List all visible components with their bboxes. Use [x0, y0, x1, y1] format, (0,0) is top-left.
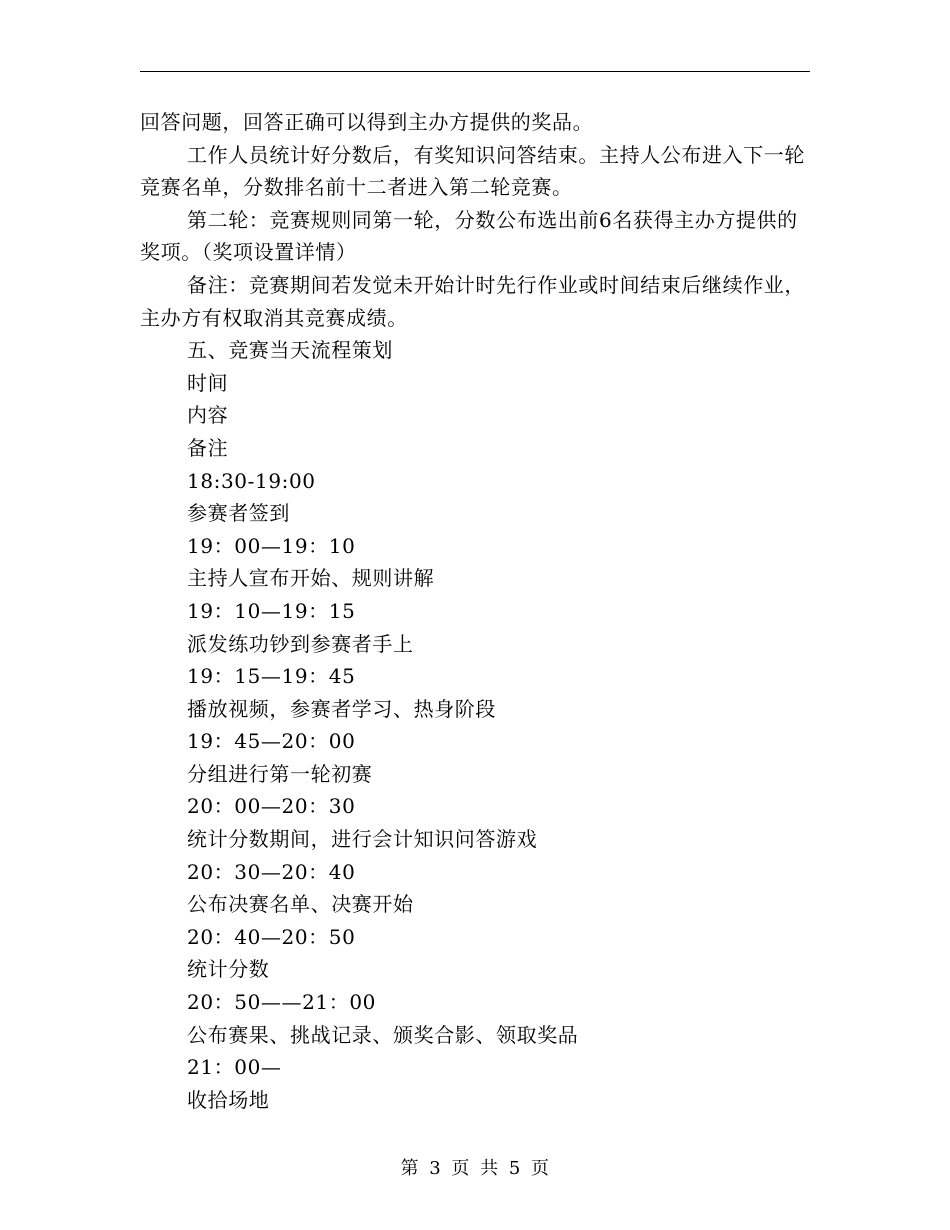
schedule-content: 公布决赛名单、决赛开始 — [187, 892, 414, 917]
schedule-content: 分组进行第一轮初赛 — [187, 761, 373, 786]
paragraph-prize-answer: 回答问题，回答正确可以得到主办方提供的奖品。 — [140, 110, 594, 134]
schedule-time: 19：15—19：45 — [187, 664, 356, 689]
section-heading: 五、竞赛当天流程策划 — [187, 338, 393, 363]
paragraph-remarks: 备注：竞赛期间若发觉未开始计时先行作业或时间结束后继续作业，主办方有权取消其竞赛成绩。 — [140, 272, 805, 330]
header-time: 时间 — [187, 370, 229, 395]
schedule-time: 20：30—20：40 — [187, 859, 356, 884]
schedule-time: 20：40—20：50 — [187, 924, 356, 949]
header-remarks: 备注 — [187, 435, 229, 460]
schedule-time: 20：50——21：00 — [187, 990, 376, 1015]
schedule-time: 19：00—19：10 — [187, 533, 356, 558]
schedule-content: 播放视频，参赛者学习、热身阶段 — [187, 696, 496, 721]
schedule-content: 参赛者签到 — [187, 501, 290, 526]
schedule-content: 统计分数 — [187, 957, 270, 982]
paragraph-quiz-end: 工作人员统计好分数后，有奖知识问答结束。主持人公布进入下一轮竞赛名单，分数排名前十二者进入第二轮竞赛。 — [140, 142, 805, 200]
schedule-content: 统计分数期间，进行会计知识问答游戏 — [187, 827, 538, 852]
page-number-footer: 第 3 页 共 5 页 — [400, 1158, 550, 1179]
schedule-time: 18:30-19:00 — [187, 468, 316, 493]
header-content: 内容 — [187, 403, 229, 428]
schedule-content: 收拾场地 — [187, 1087, 270, 1112]
schedule-content: 派发练功钞到参赛者手上 — [187, 631, 414, 656]
schedule-content: 公布赛果、挑战记录、颁奖合影、领取奖品 — [187, 1022, 579, 1047]
schedule-content: 主持人宣布开始、规则讲解 — [187, 566, 435, 591]
schedule-time: 21：00— — [187, 1055, 282, 1080]
schedule-time: 19：10—19：15 — [187, 598, 356, 623]
paragraph-round-two: 第二轮：竞赛规则同第一轮，分数公布选出前6名获得主办方提供的奖项。（奖项设置详情） — [140, 207, 798, 265]
header-rule — [140, 71, 810, 72]
schedule-time: 20：00—20：30 — [187, 794, 356, 819]
schedule-time: 19：45—20：00 — [187, 729, 356, 754]
schedule-list — [140, 334, 810, 1116]
page-body — [140, 106, 810, 1116]
